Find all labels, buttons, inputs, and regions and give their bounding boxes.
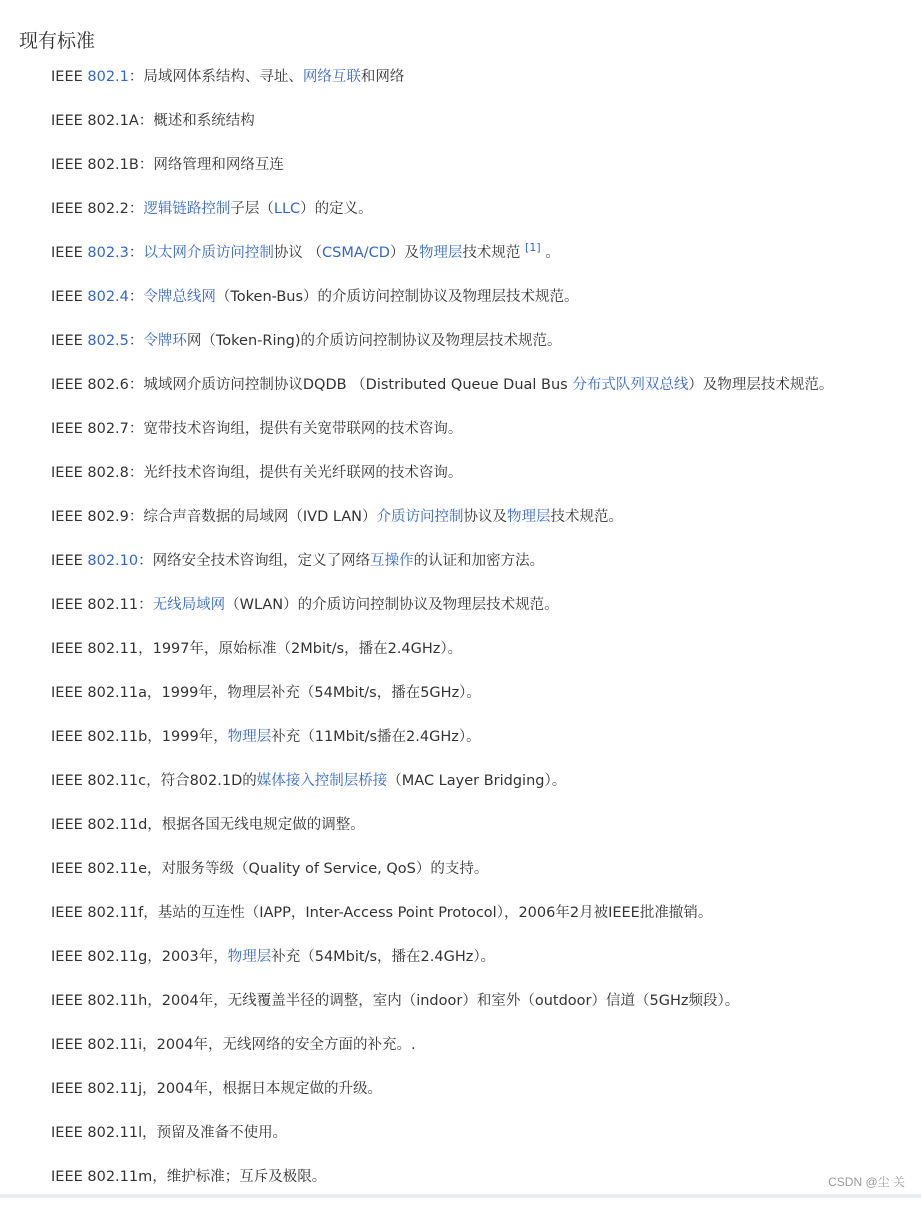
item-text: IEEE <box>51 245 88 261</box>
inline-link[interactable]: 802.3 <box>87 245 129 261</box>
inline-link[interactable]: 以太网介质访问控制 <box>143 245 274 261</box>
standard-item <box>51 373 911 417</box>
standard-item <box>51 989 911 1033</box>
standard-item <box>51 725 911 769</box>
item-text: IEEE <box>51 289 88 305</box>
citation-link[interactable]: [1] <box>525 241 541 255</box>
inline-link[interactable]: 令牌环 <box>143 333 187 349</box>
item-text: 补充（11Mbit/s播在2.4GHz）。 <box>271 729 481 745</box>
item-text: ：网络安全技术咨询组，定义了网络 <box>138 553 371 569</box>
item-text: IEEE 802.11，1997年，原始标准（2Mbit/s，播在2.4GHz）。 <box>51 641 463 657</box>
inline-link[interactable]: CSMA/CD <box>322 245 390 261</box>
inline-link[interactable]: LLC <box>273 201 301 217</box>
inline-link[interactable]: 逻辑链路控制 <box>143 201 231 217</box>
item-text: IEEE 802.7：宽带技术咨询组，提供有关宽带联网的技术咨询。 <box>51 421 463 437</box>
item-text: 协议 （ <box>273 245 322 261</box>
item-text: IEEE 802.11： <box>51 597 153 613</box>
item-text: IEEE 802.11j，2004年，根据日本规定做的升级。 <box>51 1081 383 1097</box>
item-text: （MAC Layer Bridging）。 <box>387 773 567 789</box>
standard-item <box>51 197 911 241</box>
standard-item <box>51 153 911 197</box>
inline-link[interactable]: 802.4 <box>87 289 129 305</box>
item-text: ： <box>128 333 144 349</box>
inline-link[interactable]: 物理层 <box>227 729 272 745</box>
inline-link[interactable]: 介质访问控制 <box>376 509 464 525</box>
item-text: IEEE 802.9：综合声音数据的局域网（IVD LAN） <box>51 509 377 525</box>
inline-link[interactable]: 网络互联 <box>302 69 361 85</box>
inline-link[interactable]: 无线局域网 <box>152 597 226 613</box>
watermark: CSDN @尘 关 <box>828 1175 905 1189</box>
standard-item <box>51 109 911 153</box>
standard-item <box>51 1077 911 1121</box>
item-text: IEEE 802.11i，2004年，无线网络的安全方面的补充。. <box>51 1037 416 1053</box>
standard-item <box>51 1165 911 1209</box>
standard-item <box>51 417 911 461</box>
standard-item <box>51 769 911 813</box>
inline-link[interactable]: 物理层 <box>418 245 463 261</box>
inline-link[interactable]: 物理层 <box>227 949 272 965</box>
item-text: IEEE 802.11c，符合802.1D的 <box>51 773 257 789</box>
item-text: 。 <box>540 245 560 261</box>
item-text: IEEE 802.1A：概述和系统结构 <box>51 113 255 129</box>
item-text: IEEE 802.11l，预留及准备不使用。 <box>51 1125 288 1141</box>
item-text: ）及物理层技术规范。 <box>688 377 834 393</box>
item-text: IEEE 802.2： <box>51 201 144 217</box>
item-text: 技术规范。 <box>550 509 624 525</box>
item-text: ）的定义。 <box>300 201 373 217</box>
standard-item <box>51 857 911 901</box>
item-text: （Token-Bus）的介质访问控制协议及物理层技术规范。 <box>215 289 579 305</box>
item-text: 技术规范 <box>462 245 526 261</box>
standard-item <box>51 1121 911 1165</box>
standard-item <box>51 241 911 285</box>
bottom-bar <box>0 1194 921 1198</box>
item-text: IEEE 802.8：光纤技术咨询组，提供有关光纤联网的技术咨询。 <box>51 465 463 481</box>
item-text: IEEE 802.11m，维护标准；互斥及极限。 <box>51 1169 327 1185</box>
standard-item <box>51 285 911 329</box>
item-text: IEEE <box>51 333 88 349</box>
item-text: IEEE 802.11b，1999年， <box>51 729 228 745</box>
standard-item <box>51 65 911 109</box>
standard-item <box>51 901 911 945</box>
item-text: 协议及 <box>463 509 508 525</box>
inline-link[interactable]: 令牌总线网 <box>143 289 216 305</box>
standard-item <box>51 637 911 681</box>
inline-link[interactable]: 媒体接入控制层桥接 <box>256 773 388 789</box>
item-text: IEEE 802.6：城域网介质访问控制协议DQDB （Distributed Queue Dual Bus <box>51 377 573 393</box>
standard-item <box>51 549 911 593</box>
item-text: IEEE <box>51 69 88 85</box>
inline-link[interactable]: 802.1 <box>87 69 129 85</box>
item-text: 和网络 <box>360 69 405 85</box>
item-text: IEEE 802.11h，2004年，无线覆盖半径的调整，室内（indoor）和室外（outdoor）信道（5GHz频段）。 <box>51 993 740 1009</box>
item-text: （WLAN）的介质访问控制协议及物理层技术规范。 <box>225 597 559 613</box>
item-text: ： <box>128 289 144 305</box>
standard-item <box>51 329 911 373</box>
item-text: IEEE <box>51 553 88 569</box>
standard-item <box>51 593 911 637</box>
item-text: 补充（54Mbit/s，播在2.4GHz）。 <box>271 949 496 965</box>
item-text: ：局域网体系结构、寻址、 <box>128 69 303 85</box>
standard-item <box>51 681 911 725</box>
standards-list <box>51 65 911 1209</box>
item-text: IEEE 802.1B：网络管理和网络互连 <box>51 157 284 173</box>
item-text: IEEE 802.11e，对服务等级（Quality of Service, QoS）的支持。 <box>51 861 489 877</box>
item-text: 的认证和加密方法。 <box>413 553 545 569</box>
page-title: 现有标准 <box>19 30 96 52</box>
standard-item <box>51 505 911 549</box>
item-text: 网（Token-Ring)的介质访问控制协议及物理层技术规范。 <box>186 333 562 349</box>
item-text: ： <box>128 245 144 261</box>
inline-link[interactable]: 互操作 <box>370 553 414 569</box>
standard-item <box>51 945 911 989</box>
inline-link[interactable]: 802.10 <box>87 553 139 569</box>
standard-item <box>51 1033 911 1077</box>
standard-item <box>51 461 911 505</box>
inline-link[interactable]: 802.5 <box>87 333 129 349</box>
inline-link[interactable]: 物理层 <box>507 509 551 525</box>
item-text: IEEE 802.11f，基站的互连性（IAPP，Inter-Access Point Protocol），2006年2月被IEEE批准撤销。 <box>51 905 713 921</box>
standard-item <box>51 813 911 857</box>
item-text: IEEE 802.11d，根据各国无线电规定做的调整。 <box>51 817 365 833</box>
item-text: ）及 <box>389 245 419 261</box>
item-text: IEEE 802.11a，1999年，物理层补充（54Mbit/s，播在5GHz）。 <box>51 685 481 701</box>
item-text: 子层（ <box>230 201 274 217</box>
inline-link[interactable]: 分布式队列双总线 <box>572 377 689 393</box>
item-text: IEEE 802.11g，2003年， <box>51 949 228 965</box>
